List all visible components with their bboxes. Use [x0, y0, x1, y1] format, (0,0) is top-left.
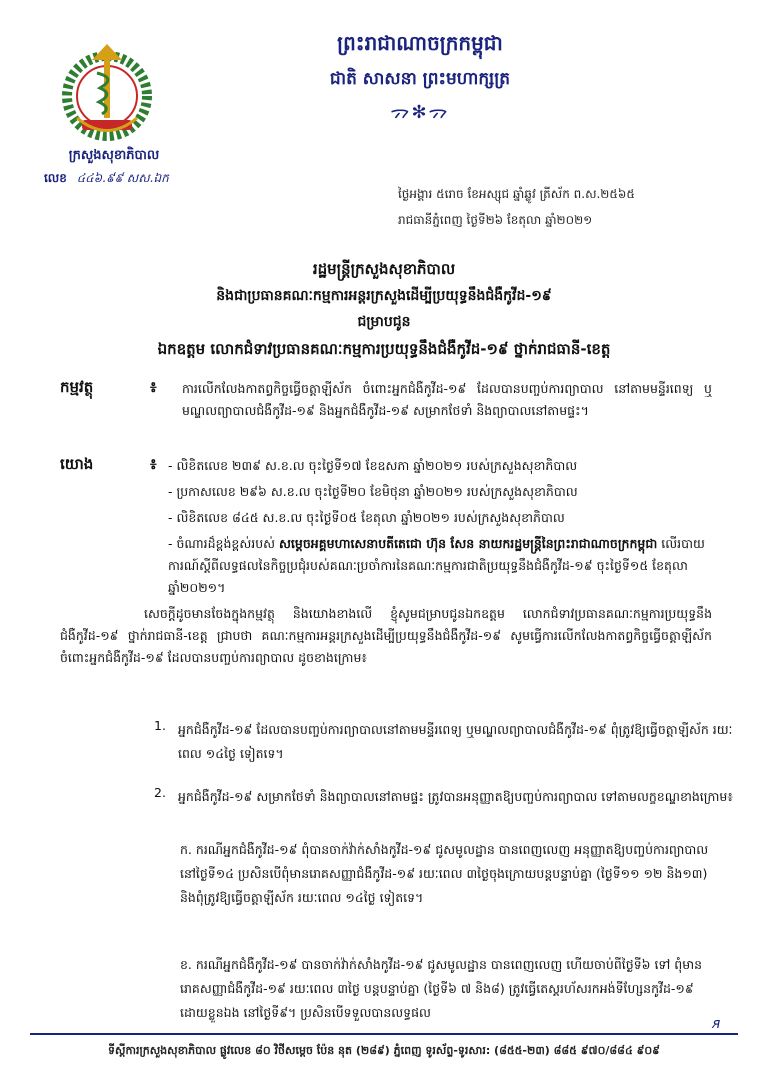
- reference-item-prefix: - ចំណារដ៏ខ្ពង់ខ្ពស់របស់: [168, 536, 280, 551]
- subject-label: កម្មវត្ថុ: [60, 378, 94, 396]
- list-number: 2.: [154, 785, 166, 800]
- ministry-logo: [52, 38, 162, 148]
- ministry-name: ក្រសួងសុខាភិបាល: [68, 148, 160, 163]
- reference-item-directive: [168, 533, 718, 599]
- kingdom-heading: ព្រះរាជាណាចក្រកម្ពុជា: [337, 31, 503, 55]
- recipient-title: ឯកឧត្តម លោកជំទាវប្រធានគណៈកម្មការប្រយុទ្ធនឹងជំងឺកូវីដ-១៩ ថ្នាក់រាជធានី-ខេត្ត: [157, 340, 611, 358]
- list-item: អ្នកជំងឺកូវីដ-១៩ ដែលបានបញ្ចប់ការព្យាបាលនៅតាមមន្ទីរពេទ្យ ឬមណ្ឌលព្យាបាលជំងឺកូវីដ-១៩ ពុំត្រូវឱ្យធ្វើចត្តាឡីស័ក រយៈពេល ១៤ថ្ងៃ ទៀតទេ។: [178, 722, 733, 761]
- date-lunar: ថ្ងៃអង្គារ ៥រោច ខែអស្សុជ ឆ្នាំឆ្លូវ ត្រីស័ក ព.ស.២៥៦៥: [398, 187, 635, 201]
- footer-divider: [30, 1033, 738, 1035]
- reference-number-label: លេខ: [44, 171, 67, 185]
- sender-title: រដ្ឋមន្ត្រីក្រសួងសុខាភិបាល: [312, 260, 456, 278]
- sub-list-item: ក. ករណីអ្នកជំងឺកូវីដ-១៩ ពុំបានចាក់វ៉ាក់សាំងកូវីដ-១៩ ជូសមូលដ្ឋាន បានពេញលេញ អនុញ្ញាតឱ្យបញ្ចប់ការព្យាបាលនៅថ្ងៃទី១៤ ប្រសិនបើពុំមានរោគសញ្ញាជំងឺកូវីដ-១៩ រយៈពេល ៣ថ្ងៃចុងក្រោយបន្តបន្ទាប់គ្នា (ថ្ងៃទី១១ ១២ និង១៣) និងពុំត្រូវឱ្យធ្វើចត្តាឡីស័ក រយៈពេល ១៤ថ្ងៃ ទៀតទេ។: [180, 842, 709, 905]
- reference-item: - លិខិតលេខ ៨៤៥ ស.ខ.ល ចុះថ្ងៃទី០៥ ខែតុលា ឆ្នាំ២០២១ របស់ក្រសួងសុខាភិបាល: [168, 510, 565, 525]
- reference-number: ៤៤៦.៩៩ សស.ឯក: [76, 171, 169, 185]
- body-paragraph: សេចក្តីដូចមានចែងក្នុងកម្មវត្ថុ និងយោងខាងលើ ខ្ញុំសូមជម្រាបជូនឯកឧត្តម លោកជំទាវប្រធានគណៈកម្មការប្រយុទ្ធនឹងជំងឺកូវីដ-១៩ ថ្នាក់រាជធានី-ខេត្ត ជ្រាបថា គណៈកម្មការអន្តរក្រសួងដើម្បីប្រយុទ្ធនឹងជំងឺកូវីដ-១៩ សូមធ្វើការលើកលែងកាតព្វកិច្ចធ្វើចត្តាឡីស័កចំពោះអ្នកជំងឺកូវីដ-១៩ ដែលបានបញ្ចប់ការព្យាបាល ដូចខាងក្រោម៖: [60, 606, 712, 665]
- reference-colon: ៖: [150, 455, 157, 473]
- date-solar: រាជធានីភ្នំពេញ ថ្ងៃទី២៦ ខែតុលា ឆ្នាំ២០២១: [398, 213, 593, 227]
- reference-label: យោង: [60, 455, 94, 473]
- subject-text: ការលើកលែងកាតព្វកិច្ចធ្វើចត្តាឡីស័ក ចំពោះអ្នកជំងឺកូវីដ-១៩ ដែលបានបញ្ចប់ការព្យាបាល នៅតាមមន្ទីរពេទ្យ ឬមណ្ឌលព្យាបាលជំងឺកូវីដ-១៩ និងអ្នកជំងឺកូវីដ-១៩ សម្រាកថែទាំ និងព្យាបាលនៅតាមផ្ទះ។: [182, 381, 712, 418]
- prime-minister-name: សម្តេចអគ្គមហាសេនាបតីតេជោ ហ៊ុន សែន នាយករដ្ឋមន្ត្រីនៃព្រះរាជាណាចក្រកម្ពុជា: [279, 536, 658, 551]
- page-mark: ᴙ: [712, 1016, 721, 1032]
- reference-item: - ប្រកាសលេខ ២៩៦ ស.ខ.ល ចុះថ្ងៃទី២០ ខែមិថុនា ឆ្នាំ២០២១ របស់ក្រសួងសុខាភិបាល: [168, 484, 578, 499]
- sub-list-item: ខ. ករណីអ្នកជំងឺកូវីដ-១៩ បានចាក់វ៉ាក់សាំងកូវីដ-១៩ ជូសមូលដ្ឋាន បានពេញលេញ ហើយចាប់ពីថ្ងៃទី៦ ទៅ ពុំមានរោគសញ្ញាជំងឺកូវីដ-១៩ រយៈពេល ៣ថ្ងៃ បន្តបន្ទាប់គ្នា (ថ្ងៃទី៦ ៧ និង៨) ត្រូវធ្វើតេស្តរហ័សរកអង់ទីហ្សែនកូវីដ-១៩ ដោយខ្លួនឯង នៅថ្ងៃទី៩។ ប្រសិនបើទទួលបានលទ្ធផល: [180, 957, 703, 1020]
- ornament-divider: ᯄ✻ᯄ: [390, 102, 450, 123]
- salutation: ជម្រាបជូន: [357, 314, 411, 330]
- list-item: អ្នកជំងឺកូវីដ-១៩ សម្រាកថែទាំ និងព្យាបាលនៅតាមផ្ទះ ត្រូវបានអនុញ្ញាតឱ្យបញ្ចប់ការព្យាបាល ទៅតាមលក្ខខណ្ឌខាងក្រោម៖: [178, 789, 733, 804]
- subject-colon: ៖: [150, 378, 157, 396]
- footer-address: ទីស្តីការក្រសួងសុខាភិបាល ផ្លូវលេខ ៨០ វិថីសម្តេច ប៉ែន នុត (២៨៩) ភ្នំពេញ ទូរស័ព្ទ-ទូរសារ: (៨៥៥-២៣) ៨៨៥ ៩៧០/៨៨៤ ៩០៩: [108, 1044, 660, 1057]
- reference-item: - លិខិតលេខ ២៣៩ ស.ខ.ល ចុះថ្ងៃទី១៧ ខែឧសភា ឆ្នាំ២០២១ របស់ក្រសួងសុខាភិបាល: [168, 458, 578, 473]
- reference-item-suffix: លើរបាយការណ៍ស្តីពីលទ្ធផលនៃកិច្ចប្រជុំរបស់គណៈប្រចាំការនៃគណៈកម្មការជាតិប្រយុទ្ធនឹងជំងឺកូវីដ-១៩ ចុះថ្ងៃទី១៥ ខែតុលា ឆ្នាំ២០២១។: [168, 536, 705, 595]
- sender-subtitle: និងជាប្រធានគណៈកម្មការអន្តរក្រសួងដើម្បីប្រយុទ្ធនឹងជំងឺកូវីដ-១៩: [216, 288, 552, 304]
- list-number: 1.: [154, 718, 166, 733]
- national-motto: ជាតិ សាសនា ព្រះមហាក្សត្រ: [329, 69, 511, 89]
- reference-number-line: [44, 170, 214, 188]
